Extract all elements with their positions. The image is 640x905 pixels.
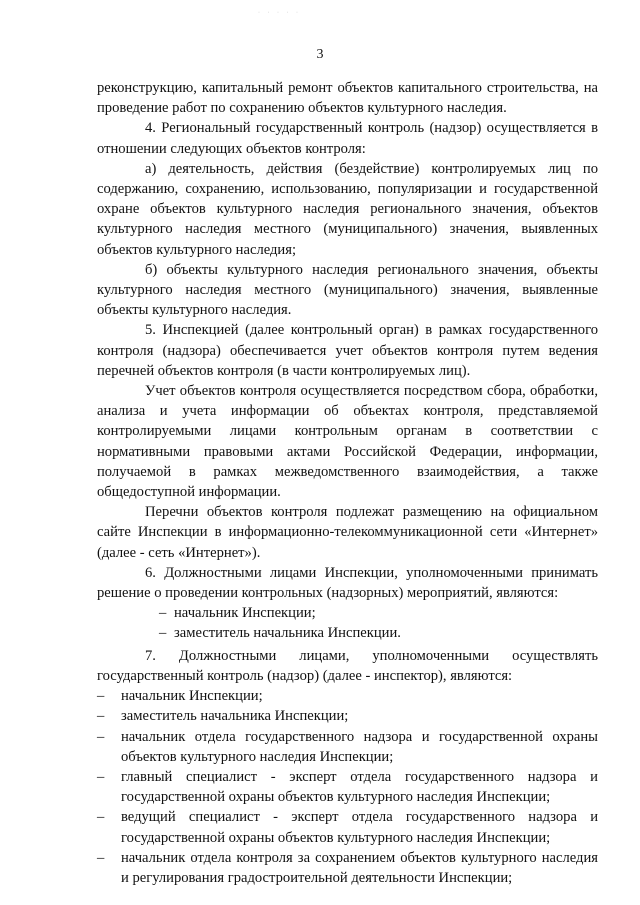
document-body <box>97 78 598 888</box>
list-7-item-text: начальник Инспекции; <box>121 688 263 705</box>
paragraph-6: 6. Должностными лицами Инспекции, уполномоченными принимать решение о проведении контрольных (надзорных) мероприятий, являются: <box>97 564 598 602</box>
dash-marker: – <box>97 849 105 866</box>
page-number: 3 <box>316 47 324 62</box>
paragraph-5-accounting: Учет объектов контроля осуществляется посредством сбора, обработки, анализа и учета информации об объектах контроля, представляемой контролируемыми лицами контрольным органам в соответствии с нормативными правовыми актами Российской Федерации, информации, получаемой в рамках межведомственного взаимодействия, а также общедоступной информации. <box>97 383 598 501</box>
list-7-item-text: начальник отдела государственного надзора и государственной охраны объектов культурного наследия Инспекции; <box>121 728 598 765</box>
list-6-item <box>97 623 598 643</box>
paragraph-continuation: реконструкцию, капитальный ремонт объектов капитального строительства, на проведение работ по сохранению объектов культурного наследия. <box>97 80 598 117</box>
dash-marker: – <box>97 728 105 745</box>
paragraph-5: 5. Инспекцией (далее контрольный орган) в рамках государственного контроля (надзора) обеспечивается учет объектов контроля путем ведения перечней объектов контроля (в части контролируемых лиц). <box>97 322 598 379</box>
list-7-item <box>83 706 598 726</box>
list-7-item <box>83 727 598 767</box>
list-7 <box>97 686 598 888</box>
paragraph-4b: б) объекты культурного наследия регионального значения, объекты культурного наследия местного (муниципального) значения, выявленные объекты культурного наследия. <box>97 261 598 319</box>
paragraph-4: 4. Региональный государственный контроль (надзор) осуществляется в отношении следующих объектов контроля: <box>97 120 598 157</box>
list-7-item-text: ведущий специалист - эксперт отдела государственного надзора и государственной охраны объектов культурного наследия Инспекции; <box>121 809 598 846</box>
dash-marker: – <box>97 688 105 705</box>
list-7-item-text: начальник отдела контроля за сохранением объектов культурного наследия и регулирования градостроительной деятельности Инспекции; <box>121 849 598 886</box>
list-7-item-text: главный специалист - эксперт отдела государственного надзора и государственной охраны объектов культурного наследия Инспекции; <box>121 768 598 806</box>
list-6-item <box>97 603 598 623</box>
list-7-item-text: заместитель начальника Инспекции; <box>121 708 349 725</box>
list-6-item-text: заместитель начальника Инспекции. <box>174 625 401 642</box>
list-7-item <box>83 686 598 706</box>
dash-marker: – <box>97 809 105 826</box>
list-7-item <box>83 807 598 847</box>
paragraph-5-lists: Перечни объектов контроля подлежат размещению на официальном сайте Инспекции в информационно-телекоммуникационной сети «Интернет» (далее - сеть «Интернет»). <box>97 504 598 561</box>
dash-marker: – <box>97 768 105 785</box>
list-7-item <box>83 848 598 888</box>
paragraph-7: 7. Должностными лицами, уполномоченными осуществлять государственный контроль (надзор) (далее - инспектор), являются: <box>97 647 598 684</box>
dash-marker: – <box>97 708 105 725</box>
scan-specks: · · · · · <box>258 10 301 16</box>
dash-marker: – <box>159 605 167 622</box>
list-6-item-text: начальник Инспекции; <box>174 605 316 622</box>
paragraph-4a: а) деятельность, действия (бездействие) контролируемых лиц по содержанию, сохранению, использованию, популяризации и государственной охране объектов культурного наследия регионального значения, объектов культурного наследия местного (муниципального) значения, выявленных объектов культурного наследия; <box>97 160 598 258</box>
list-7-item <box>83 767 598 807</box>
dash-marker: – <box>159 625 167 642</box>
